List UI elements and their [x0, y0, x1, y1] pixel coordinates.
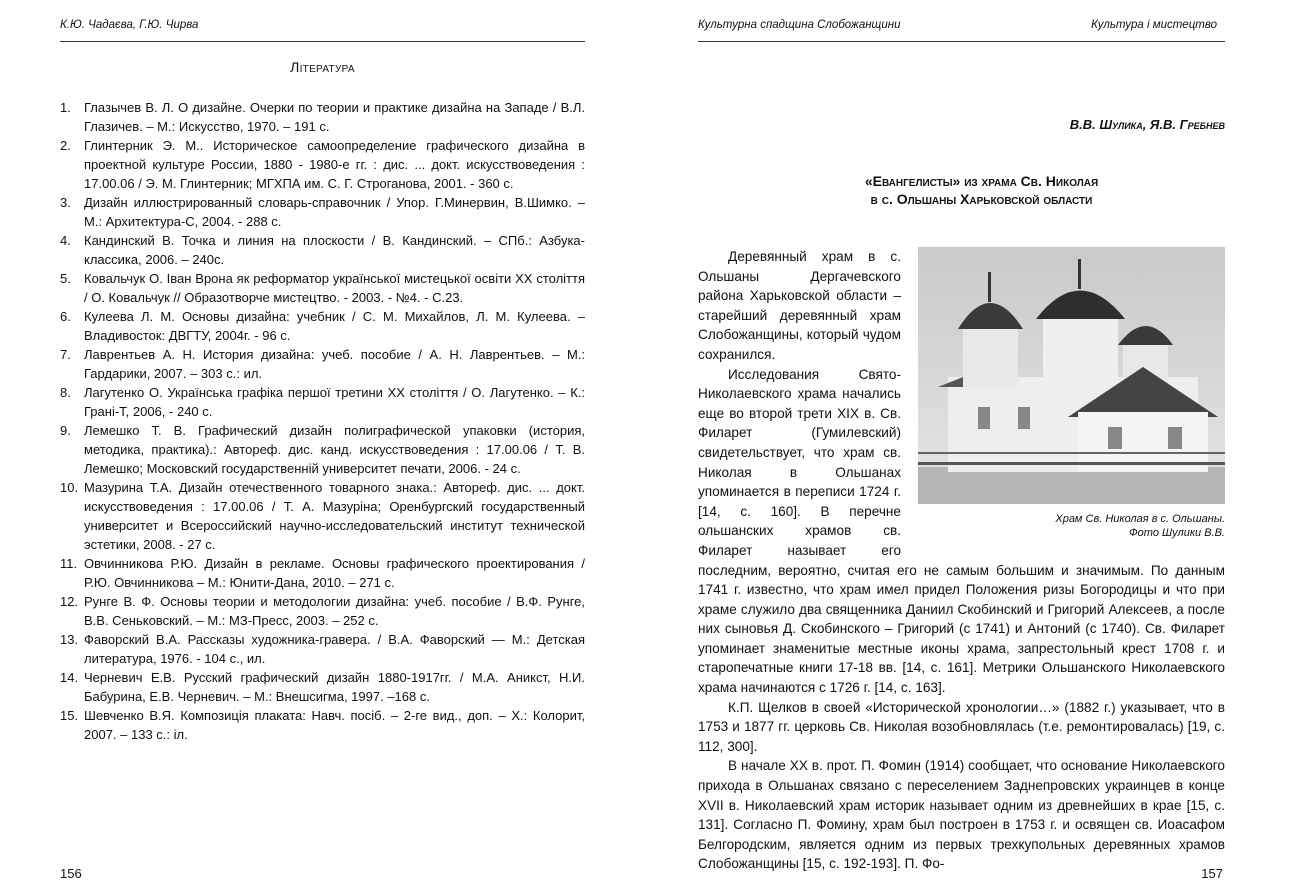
reference-item	[60, 554, 585, 592]
reference-number: 14.	[60, 670, 79, 685]
reference-number: 12.	[60, 594, 79, 609]
reference-item	[60, 592, 585, 630]
article-title-line: «Евангелисты» из храма Св. Николая	[864, 173, 1099, 189]
caption-line: Фото Шулики В.В.	[1128, 527, 1225, 539]
reference-number: 5.	[60, 271, 71, 286]
figure	[915, 247, 1225, 540]
reference-item	[60, 98, 585, 136]
reference-text: Глазычев В. Л. О дизайне. Очерки по теории и практике дизайна на Западе / В.Л. Глазичев. – М.: Искусство, 1970. – 191 с.	[84, 100, 585, 134]
reference-number: 13.	[60, 632, 79, 647]
header-rule	[698, 41, 1225, 42]
article-authors: В.В. Шулика, Я.В. Гребнев	[1069, 117, 1225, 132]
paragraph: В начале XX в. прот. П. Фомин (1914) сообщает, что основание Николаевского прихода в Ольшанах связано с переселением Заднепровских украинцев в конце XVII в. Николаевский храм историк называет одним из древнейших в крае [15, с. 131]. Согласно П. Фомину, храм был построен в 1753 г. и освящен св. Иоасафом Белгородским, является одним из первых трехкупольных деревянных храмов Слобожанщины [15, с. 192-193]. П. Фо-	[698, 758, 1225, 872]
reference-item	[60, 136, 585, 193]
running-head-right: Культура і мистецтво	[1091, 19, 1217, 31]
reference-list	[60, 98, 585, 744]
reference-item	[60, 706, 585, 744]
reference-text: Черневич Е.В. Русский графический дизайн 1880-1917гг. / М.А. Аникст, Н.И. Бабурина, Е.В. Черневич. – М.: Внешсигма, 1997. –168 с.	[84, 670, 585, 704]
running-head: К.Ю. Чадаєва, Г.Ю. Чирва	[60, 19, 199, 31]
reference-number: 3.	[60, 195, 71, 210]
paragraph: К.П. Щелков в своей «Исторической хронологии…» (1882 г.) указывает, что в 1753 и 1877 гг. церковь Св. Николая возобновлялась (т.е. ремонтировалась) [19, с. 112, 300].	[698, 699, 1225, 754]
reference-text: Фаворский В.А. Рассказы художника-гравера. / В.А. Фаворский — М.: Детская литература, 1976. - 104 с., ил.	[84, 632, 585, 666]
reference-item	[60, 193, 585, 231]
section-title: Література	[290, 59, 355, 75]
reference-item	[60, 478, 585, 554]
reference-text: Рунге В. Ф. Основы теории и методологии дизайна: учеб. пособие / В.Ф. Рунге, В.В. Сеньковский. – М.: МЗ-Пресс, 2003. – 252 с.	[84, 594, 585, 628]
reference-text: Лагутенко О. Українська графіка першої третини XX століття / О. Лагутенко. – К.: Грані-Т, 2006, - 240 с.	[84, 385, 585, 419]
reference-number: 1.	[60, 100, 71, 115]
reference-number: 8.	[60, 385, 71, 400]
article-title	[738, 172, 1225, 208]
figure-caption	[915, 512, 1225, 540]
reference-text: Шевченко В.Я. Композиція плаката: Навч. посіб. – 2-ге вид., доп. – Х.: Колорит, 2007. – 133 с.: іл.	[84, 708, 585, 742]
paragraph: Исследования Свято-Николаевского храма начались еще во второй трети XIX в. Св. Филарет (Гумилевский) свидетельствует, что храм св. Николая в Ольшанах упоминается в переписи 1724 г. [14, с. 160]. В перечне ольшанских храмов св. Филарет называет его последним, вероятно, считая его не самым большим и значимым. По данным 1741 г. известно, что храм имел придел Положения ризы Богородицы и что при храме служило два священника Даниил Скобинский и Григорий Алексеев, а после них сыновья Д. Скобинского – Григорий (с 1741) и Антоний (с 1740). Св. Филарет упоминает знаменитые местные иконы храма, запрестольный крест 1708 г. и старопечатные книги 17-18 вв. [14, с. 161]. Метрики Ольшанского Николаевского храма начинаются с 1726 г. [14, с. 163].	[698, 366, 1225, 696]
reference-text: Овчинникова Р.Ю. Дизайн в рекламе. Основы графического проектирования / Р.Ю. Овчинникова – М.: Юнити-Дана, 2010. – 271 с.	[84, 556, 585, 590]
reference-number: 10.	[60, 480, 79, 495]
reference-text: Лаврентьев А. Н. История дизайна: учеб. пособие / А. Н. Лаврентьев. – М.: Гардарики, 2007. – 303 с.: ил.	[84, 347, 585, 381]
reference-item	[60, 383, 585, 421]
church-photo	[918, 247, 1225, 504]
reference-number: 15.	[60, 708, 79, 723]
header-rule	[60, 41, 585, 42]
page-number: 156	[60, 866, 82, 881]
reference-item	[60, 421, 585, 478]
page-number: 157	[1201, 866, 1223, 881]
reference-item	[60, 630, 585, 668]
reference-number: 9.	[60, 423, 71, 438]
reference-number: 2.	[60, 138, 71, 153]
reference-number: 6.	[60, 309, 71, 324]
reference-text: Ковальчук О. Іван Врона як реформатор української мистецької освіти XX століття / О. Ковальчук // Образотворче мистецтво. - 2003. - №4. - С.23.	[84, 271, 585, 305]
reference-text: Кулеева Л. М. Основы дизайна: учебник / С. М. Михайлов, Л. М. Кулеева. – Владивосток: ДВГТУ, 2004г. - 96 с.	[84, 309, 585, 343]
reference-text: Кандинский В. Точка и линия на плоскости / В. Кандинский. – СПб.: Азбука-классика, 2006. – 240с.	[84, 233, 585, 267]
reference-number: 7.	[60, 347, 71, 362]
reference-text: Дизайн иллюстрированный словарь-справочник / Упор. Г.Минервин, В.Шимко. – М.: Архитектура-С, 2004. - 288 с.	[84, 195, 585, 229]
reference-item	[60, 307, 585, 345]
reference-text: Лемешко Т. В. Графический дизайн полиграфической упаковки (история, методика, практика).: Автореф. дис. канд. искусствоведения : 17.00.06 / Т. В. Лемешко; Московский государственній университет печати, 2006. - 24 с.	[84, 423, 585, 476]
article-title-line: в с. Ольшаны Харьковской области	[870, 191, 1093, 207]
reference-text: Мазурина Т.А. Дизайн отечественного товарного знака.: Автореф. дис. ... докт. искусствоведения : 17.00.06 / Т. А. Мазуріна; Оренбургский государственный университет и Всероссийский научно-исследовательский институт технической эстетики, 2008. - 27 с.	[84, 480, 585, 552]
reference-text: Глинтерник Э. М.. Историческое самоопределение графического дизайна в проектной культуре России, 1880 - 1980-е гг. : дис. ... докт. искусствоведения : 17.00.06 / Э. М. Глинтерник; МГХПА им. С. Г. Строганова, 2001. - 360 с.	[84, 138, 585, 191]
paragraph: Деревянный храм в с. Ольшаны Дергачевского района Харьковской области – старейший деревянный храм Слобожанщины, который чудом сохранился.	[698, 249, 901, 362]
reference-item	[60, 231, 585, 269]
reference-item	[60, 269, 585, 307]
running-head-left: Культурна спадщина Слобожанщини	[698, 19, 901, 31]
right-page	[698, 0, 1225, 896]
reference-item	[60, 345, 585, 383]
reference-number: 11.	[60, 556, 78, 571]
left-page	[60, 0, 585, 896]
article-body	[698, 247, 1225, 874]
caption-line: Храм Св. Николая в с. Ольшаны.	[1055, 513, 1225, 525]
reference-number: 4.	[60, 233, 71, 248]
reference-item	[60, 668, 585, 706]
